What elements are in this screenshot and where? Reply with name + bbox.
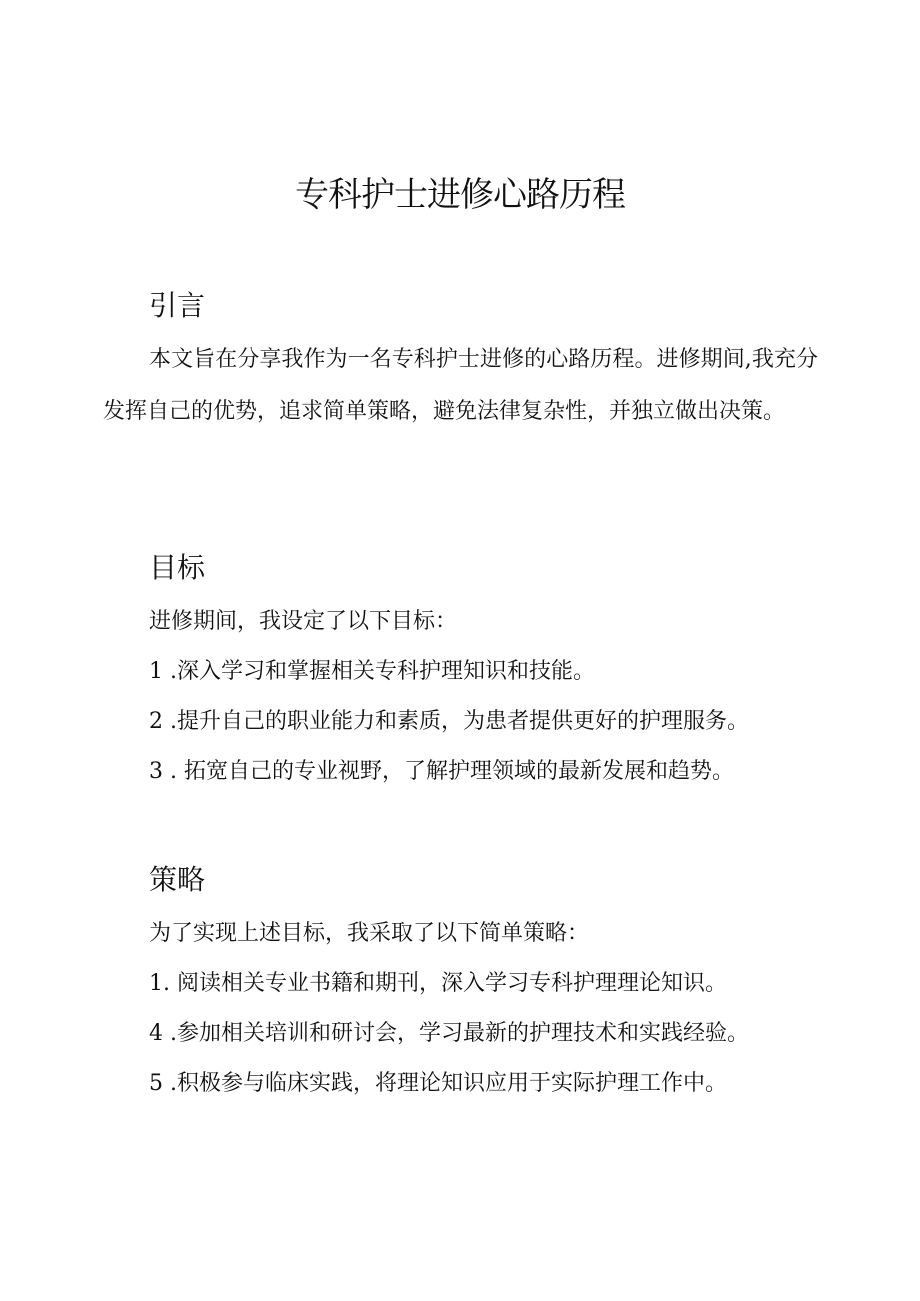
strategy-heading: 策略 [149, 863, 206, 896]
document-title: 专科护士进修心路历程 [295, 175, 625, 215]
goals-item-2: 2 .提升自己的职业能力和素质，为患者提供更好的护理服务。 [149, 709, 749, 734]
intro-heading: 引言 [149, 289, 206, 322]
strategy-item-1: 1. 阅读相关专业书籍和期刊，深入学习专科护理理论知识。 [149, 971, 727, 996]
goals-item-1: 1 .深入学习和掌握相关专科护理知识和技能。 [149, 659, 595, 684]
strategy-item-3: 5 .积极参与临床实践，将理论知识应用于实际护理工作中。 [149, 1071, 727, 1096]
strategy-lead: 为了实现上述目标，我采取了以下简单策略： [149, 921, 590, 946]
goals-lead: 进修期间，我设定了以下目标： [149, 609, 458, 634]
strategy-item-2: 4 .参加相关培训和研讨会，学习最新的护理技术和实践经验。 [149, 1021, 749, 1046]
goals-heading: 目标 [149, 551, 206, 584]
goals-item-3: 3 . 拓宽自己的专业视野，了解护理领域的最新发展和趋势。 [149, 759, 734, 784]
intro-paragraph: 本文旨在分享我作为一名专科护士进修的心路历程。进修期间,我充分发挥自己的优势，追求简单策略，避免法律复杂性，并独立做出决策。 [103, 347, 818, 424]
